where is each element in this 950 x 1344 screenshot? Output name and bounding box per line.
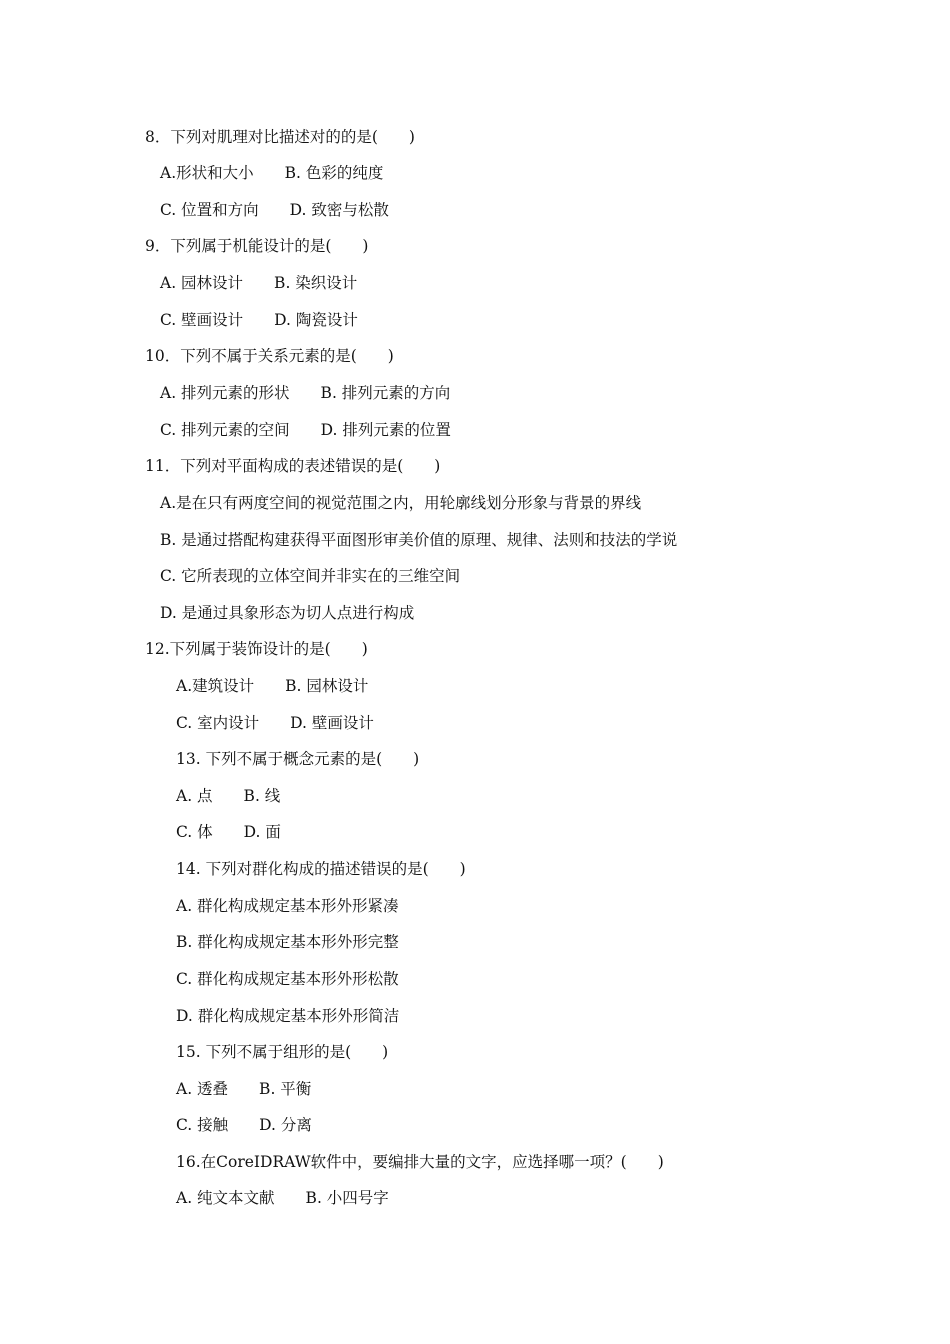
option-line: A. 透叠 B. 平衡 <box>176 1080 312 1098</box>
option-line: C. 壁画设计 D. 陶瓷设计 <box>160 311 358 329</box>
question-9: 9．下列属于机能设计的是( ) <box>145 237 369 255</box>
option-line: A. 群化构成规定基本形外形紧凑 <box>176 897 399 915</box>
option-line: C. 它所表现的立体空间并非实在的三维空间 <box>160 567 461 585</box>
option-line: B. 群化构成规定基本形外形完整 <box>176 933 399 951</box>
option-line: C. 接触 D. 分离 <box>176 1116 312 1134</box>
option-line: C. 群化构成规定基本形外形松散 <box>176 970 399 988</box>
option-line: A.是在只有两度空间的视觉范围之内，用轮廓线划分形象与背景的界线 <box>160 494 642 512</box>
question-13: 13. 下列不属于概念元素的是( ) <box>176 750 420 768</box>
question-14: 14. 下列对群化构成的描述错误的是( ) <box>176 860 466 878</box>
option-line: C. 排列元素的空间 D. 排列元素的位置 <box>160 421 451 439</box>
option-line: A. 排列元素的形状 B. 排列元素的方向 <box>160 384 451 402</box>
question-8: 8．下列对肌理对比描述对的的是( ) <box>145 128 415 146</box>
option-line: C. 室内设计 D. 壁画设计 <box>176 714 374 732</box>
question-10: 10．下列不属于关系元素的是( ) <box>145 347 394 365</box>
option-line: D. 是通过具象形态为切人点进行构成 <box>160 604 415 622</box>
option-line: D. 群化构成规定基本形外形简洁 <box>176 1007 400 1025</box>
option-line: B. 是通过搭配构建获得平面图形审美价值的原理、规律、法则和技法的学说 <box>160 531 678 549</box>
option-line: C. 位置和方向 D. 致密与松散 <box>160 201 389 219</box>
option-line: A. 纯文本文献 B. 小四号字 <box>176 1189 389 1207</box>
question-12: 12.下列属于装饰设计的是( ) <box>145 640 368 658</box>
question-11: 11．下列对平面构成的表述错误的是( ) <box>145 457 441 475</box>
option-line: A. 点 B. 线 <box>176 787 281 805</box>
question-16: 16.在CoreIDRAW软件中，要编排大量的文字，应选择哪一项？( ) <box>176 1153 664 1171</box>
option-line: A.建筑设计 B. 园林设计 <box>176 677 369 695</box>
question-15: 15. 下列不属于组形的是( ) <box>176 1043 389 1061</box>
option-line: C. 体 D. 面 <box>176 823 281 841</box>
option-line: A.形状和大小 B. 色彩的纯度 <box>160 164 384 182</box>
option-line: A. 园林设计 B. 染织设计 <box>160 274 358 292</box>
